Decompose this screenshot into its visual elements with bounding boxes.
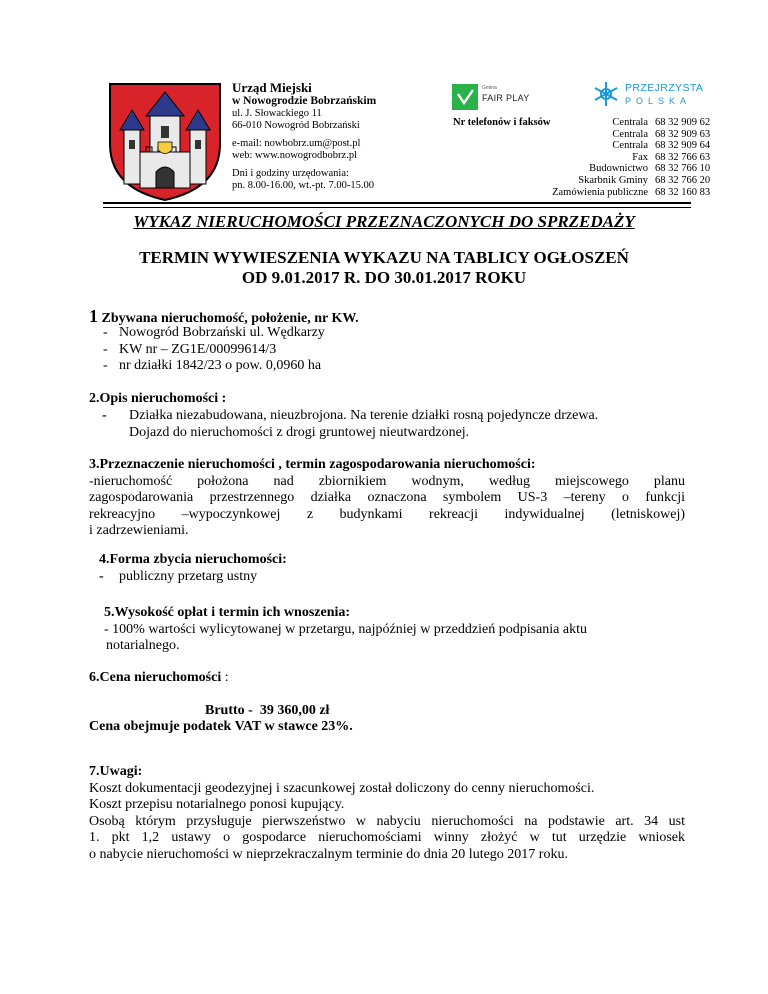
section2-body: - Działka niezabudowana, nieuzbrojona. Na terenie działki rosną pojedyncze drzewa. Dojazd do nieruchomości z drogi gruntowej nieutwardzonej. (102, 408, 599, 440)
phone-label: Centrala (612, 140, 648, 152)
section3-line4: i zadrzewieniami. (89, 523, 189, 538)
phone-number: 68 32 909 63 (655, 128, 711, 140)
phone-row (540, 175, 710, 187)
phone-number: 68 32 909 62 (655, 117, 711, 128)
phone-row (540, 129, 710, 141)
section4: 4.Forma zbycia nieruchomości: - publiczny przetarg ustny (99, 552, 287, 584)
office-email: e-mail: nowbobrz.um@post.pl (232, 138, 361, 149)
list-item-text: nr działki 1842/23 o pow. 0,0960 ha (119, 358, 322, 373)
section7-heading: 7.Uwagi: (89, 764, 143, 779)
section3-line2: zagospodarowania przestrzennego działka oznaczona symbolem US-3 –tereny o funkcji (89, 490, 685, 505)
phone-label: Zamówienia publiczne (552, 186, 648, 198)
phone-number: 68 32 909 64 (655, 140, 711, 152)
phone-row (540, 117, 710, 129)
section7 (89, 764, 685, 863)
phone-label: Skarbnik Gminy (578, 174, 648, 186)
section7-line3: Osobą którym przysługuje pierwszeństwo w nabyciu nieruchomości na podstawie art. 34 ust (89, 813, 685, 829)
posting-period (60, 248, 708, 288)
posting-period-line2: OD 9.01.2017 R. DO 30.01.2017 ROKU (241, 268, 527, 287)
section6-title: 6.Cena nieruchomości (89, 670, 222, 685)
address-street: ul. J. Słowackiego 11 (232, 108, 322, 119)
list-item: - KW nr – ZG1E/00099614/3 (103, 341, 277, 357)
list-item-text: KW nr – ZG1E/00099614/3 (119, 341, 277, 357)
phone-number: 68 32 160 83 (655, 186, 711, 198)
price-gross: Brutto - 39 360,00 zł (205, 703, 330, 718)
phone-label: Centrala (612, 128, 648, 140)
office-info (232, 80, 376, 191)
hours-value: pn. 8.00-16.00, wt.-pt. 7.00-15.00 (232, 179, 375, 191)
phone-number: 68 32 766 20 (655, 174, 711, 186)
section7-line4: 1. pkt 1,2 ustawy o gospodarce nieruchomościami winny złożyć w tut urzędzie wniosek (89, 830, 685, 845)
vat-note: Cena obejmuje podatek VAT w stawce 23%. (89, 719, 353, 734)
header-divider (103, 202, 691, 204)
hours-label: Dni i godziny urzędowania: (232, 168, 349, 179)
posting-period-line1: TERMIN WYWIESZENIA WYKAZU NA TABLICY OGŁOSZEŃ (139, 248, 629, 267)
fair-play-small-text: Gmina (482, 85, 497, 91)
phone-number: 68 32 766 10 (655, 163, 711, 175)
section5 (104, 605, 587, 655)
list-item: - nr działki 1842/23 o pow. 0,0960 ha (103, 358, 322, 373)
phone-row (540, 140, 710, 152)
section1-list (103, 325, 325, 375)
section5-line2: notarialnego. (106, 638, 180, 653)
przejrzysta-line2: POLSKA (625, 96, 692, 106)
section7-line1: Koszt dokumentacji geodezyjnej i szacunkowej został doliczony do cenny nieruchomości. (89, 780, 595, 796)
section3-line3: rekreacyjno –wypoczynkowej z budynkami rekreacji indywidualnej (letniskowej) (89, 506, 685, 522)
list-item-text: Nowogród Bobrzański ul. Wędkarzy (119, 325, 325, 340)
address-city: 66-010 Nowogród Bobrzański (232, 119, 360, 131)
section5-line1: - 100% wartości wylicytowanej w przetargu, najpóźniej w przeddzień podpisania aktu (104, 621, 587, 637)
section3-line1: -nieruchomość położona nad zbiornikiem wodnym, według miejscowego planu (89, 473, 685, 489)
phone-row (540, 187, 710, 199)
section2-line1: Działka niezabudowana, nieuzbrojona. Na terenie działki rosną pojedyncze drzewa. (129, 408, 599, 423)
list-item: - Nowogród Bobrzański ul. Wędkarzy (103, 325, 325, 340)
section1-heading (89, 306, 359, 327)
phone-label: Centrala (612, 117, 648, 128)
przejrzysta-line1: PRZEJRZYSTA (625, 82, 704, 94)
office-web: web: www.nowogrodbobrz.pl (232, 149, 358, 161)
section4-heading: 4.Forma zbycia nieruchomości: (99, 552, 287, 567)
fair-play-check-icon (452, 84, 478, 110)
section6-heading (89, 670, 229, 687)
document-title: WYKAZ NIERUCHOMOŚCI PRZEZNACZONYCH DO SPRZEDAŻY (133, 212, 635, 231)
section7-line5: o nabycie nieruchomości w nieprzekraczalnym terminie do dnia 20 lutego 2017 roku. (89, 846, 568, 862)
header-divider-thin (103, 207, 691, 208)
section3 (89, 457, 685, 540)
phones-title: Nr telefonów i faksów (453, 117, 551, 128)
section5-heading: 5.Wysokość opłat i termin ich wnoszenia: (104, 605, 351, 620)
section4-item: publiczny przetarg ustny (119, 568, 258, 584)
snowflake-icon (592, 80, 620, 108)
section6-suffix: : (221, 670, 229, 685)
section1-title: Zbywana nieruchomość, położenie, nr KW. (98, 311, 359, 326)
phone-list (540, 117, 710, 198)
section2-line2: Dojazd do nieruchomości z drogi gruntowej nieutwardzonej. (129, 424, 470, 440)
phone-row (540, 152, 710, 164)
coat-of-arms-icon (104, 80, 226, 202)
section7-line2: Koszt przepisu notarialnego ponosi kupujący. (89, 797, 345, 812)
office-subname: w Nowogrodzie Bobrzańskim (232, 95, 377, 107)
office-name: Urząd Miejski (232, 80, 312, 95)
phone-row (540, 163, 710, 175)
phone-label: Budownictwo (589, 163, 648, 175)
fair-play-label: FAIR PLAY (482, 93, 530, 103)
section1-number: 1 (89, 306, 98, 326)
section3-heading: 3.Przeznaczenie nieruchomości , termin zagospodarowania nieruchomości: (89, 457, 536, 472)
phone-label: Fax (632, 151, 648, 163)
section2-heading: 2.Opis nieruchomości : (89, 391, 227, 406)
phone-number: 68 32 766 63 (655, 151, 711, 163)
